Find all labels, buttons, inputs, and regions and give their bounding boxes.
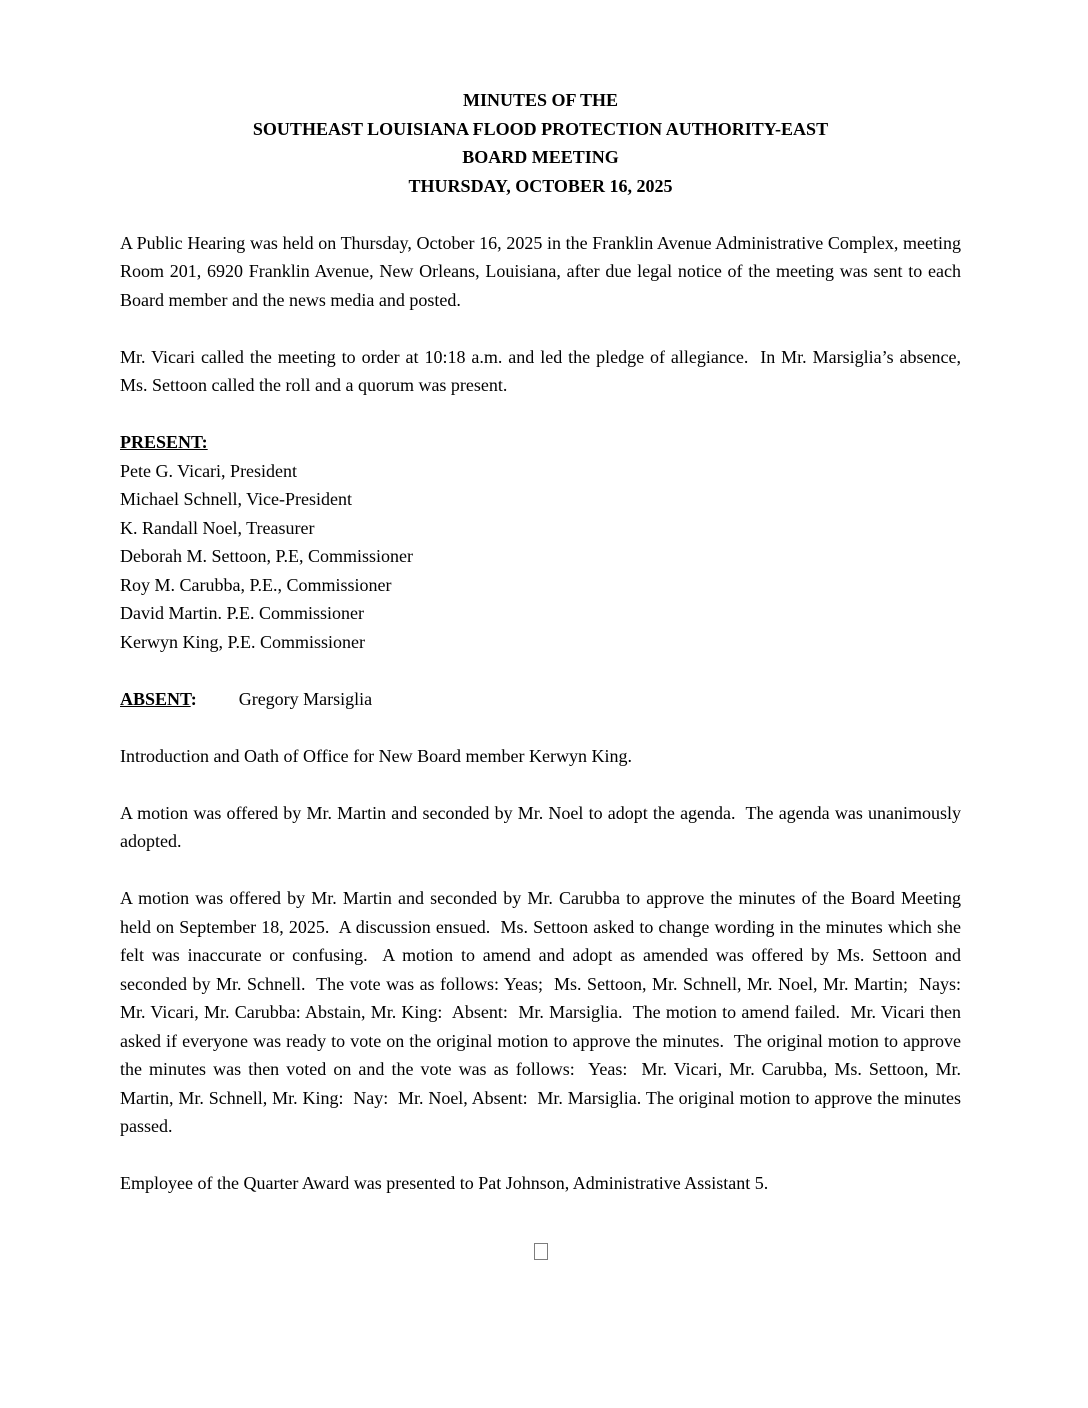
present-member: Roy M. Carubba, P.E., Commissioner	[120, 574, 392, 595]
paragraph-call-to-order: Mr. Vicari called the meeting to order at 10:18 a.m. and led the pledge of allegiance. In Mr. Marsiglia’s absence, Ms. Settoon called the roll and a quorum was present.	[120, 346, 966, 395]
absent-heading: ABSENT	[120, 688, 191, 709]
title-line-4: THURSDAY, OCTOBER 16, 2025	[408, 175, 673, 196]
absent-section	[120, 685, 961, 714]
document-title	[120, 86, 961, 200]
paragraph-oath: Introduction and Oath of Office for New Board member Kerwyn King.	[120, 745, 633, 766]
title-line-1: MINUTES OF THE	[462, 90, 619, 110]
footer-glyph-row	[120, 1240, 961, 1269]
title-line-3: BOARD MEETING	[462, 147, 619, 167]
present-member: Kerwyn King, P.E. Commissioner	[120, 631, 365, 652]
document-content	[120, 86, 970, 1268]
present-member: K. Randall Noel, Treasurer	[120, 517, 315, 538]
paragraph-award: Employee of the Quarter Award was presented to Pat Johnson, Administrative Assistant 5.	[120, 1173, 769, 1193]
present-member: Deborah M. Settoon, P.E, Commissioner	[120, 546, 413, 566]
absent-member: Gregory Marsiglia	[238, 688, 373, 709]
present-section	[120, 428, 961, 656]
missing-glyph-box	[534, 1243, 548, 1260]
present-heading-row	[120, 428, 961, 457]
present-member: Pete G. Vicari, President	[120, 460, 298, 481]
title-line-2: SOUTHEAST LOUISIANA FLOOD PROTECTION AUTHORITY-EAST	[252, 118, 829, 139]
present-heading: PRESENT:	[120, 432, 208, 452]
present-member: David Martin. P.E. Commissioner	[120, 603, 364, 623]
paragraph-agenda-motion: A motion was offered by Mr. Martin and seconded by Mr. Noel to adopt the agenda. The agenda was unanimously adopted.	[120, 802, 966, 851]
paragraph-minutes-motion: A motion was offered by Mr. Martin and seconded by Mr. Carubba to approve the minutes of the Board Meeting held on September 18, 2025. A discussion ensued. Ms. Settoon asked to change wording in the minutes which she felt was inaccurate or confusing. A motion to amend and adopt as amended was offered by Ms. Settoon and seconded by Mr. Schnell. The vote was as follows: Yeas; Ms. Settoon, Mr. Schnell, Mr. Noel, Mr. Martin; Nays: Mr. Vicari, Mr. Carubba: Abstain, Mr. King: Absent: Mr. Marsiglia. The motion to amend failed. Mr. Vicari then asked if everyone was ready to vote on the original motion to approve the minutes. The original motion to approve the minutes was then voted on and the vote was as follows: Yeas: Mr. Vicari, Mr. Carubba, Ms. Settoon, Mr. Martin, Mr. Schnell, Mr. King: Nay: Mr. Noel, Absent: Mr. Marsiglia. The original motion to approve the minutes passed.	[120, 888, 970, 1136]
present-member: Michael Schnell, Vice-President	[120, 489, 353, 509]
paragraph-public-hearing: A Public Hearing was held on Thursday, October 16, 2025 in the Franklin Avenue Administrative Complex, meeting Room 201, 6920 Franklin Avenue, New Orleans, Louisiana, after due legal notice of the meeting was sent to each Board member and the news media and posted.	[120, 232, 966, 310]
absent-heading-colon: :	[190, 688, 197, 709]
